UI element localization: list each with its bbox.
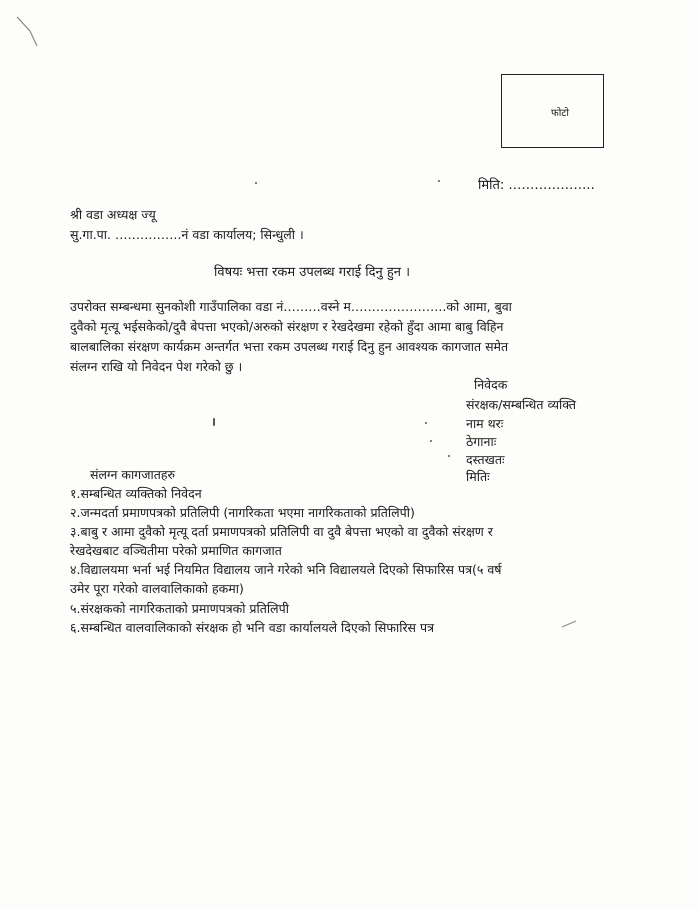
applicant-date-field: मितिः: [466, 469, 490, 484]
applicant-heading: निवेदक: [474, 377, 508, 392]
subject-line: विषयः भत्ता रकम उपलब्ध गराई दिनु हुन ।: [214, 265, 411, 280]
attachment-line: १.सम्बन्धित व्यक्तिको निवेदन: [70, 486, 202, 501]
scan-mark-top-left: [14, 14, 44, 54]
body-line: संलग्न राखि यो निवेदन पेश गरेको छु ।: [70, 359, 243, 374]
attachment-line: रेखदेखबाट वञ्चितीमा परेको प्रमाणित कागजात: [70, 543, 282, 558]
recipient-line-2: सु.गा.पा. …………….नं वडा कार्यालय; सिन्धुली ।: [70, 227, 304, 242]
attachment-line: उमेर पूरा गरेको वालवालिकाको हकमा): [70, 581, 244, 596]
scan-speck: [448, 455, 450, 457]
attachments-heading: संलग्न कागजातहरु: [90, 467, 175, 482]
applicant-signature-field: दस्तखतः: [466, 452, 505, 467]
recipient-line-1: श्री वडा अध्यक्ष ज्यू: [70, 207, 156, 222]
photo-box: [501, 74, 604, 148]
attachment-line: ३.बाबु र आमा दुवैको मृत्यू दर्ता प्रमाणपत्रको प्रतिलिपी वा दुवै बेपत्ता भएको वा दुवैको संरक्षण र: [70, 524, 493, 539]
applicant-address-field: ठेगानाः: [466, 434, 497, 449]
body-line: दुवैको मृत्यू भईसकेको/दुवै बेपत्ता भएको/अरुको संरक्षण र रेखदेखमा रहेको हुँदा आमा बाबु विहिन: [70, 319, 504, 334]
body-line: उपरोक्त सम्बन्धमा सुनकोशी गाउँपालिका वडा नं………वस्ने म…………………..को आमा, बुवा: [70, 299, 512, 314]
scan-speck: [430, 440, 432, 442]
body-line: बालबालिका संरक्षण कार्यक्रम अन्तर्गत भत्ता रकम उपलब्ध गराई दिनु हुन आवश्यक कागजात समेत: [70, 339, 509, 354]
scan-speck: [438, 180, 440, 182]
scan-speck: [255, 182, 257, 184]
attachment-line: ६.सम्बन्धित वालवालिकाको संरक्षक हो भनि वडा कार्यालयले दिएको सिफारिस पत्र: [70, 620, 434, 635]
scan-speck: [425, 422, 427, 424]
attachment-line: ४.विद्यालयमा भर्ना भई नियमित विद्यालय जाने गरेको भनि विद्यालयले दिएको सिफारिस पत्र(५ वर्ष: [70, 562, 502, 577]
applicant-name-field: नाम थरः: [466, 416, 504, 431]
date-line: मिति: ………………..: [478, 178, 595, 193]
attachment-line: ५.संरक्षकको नागरिकताको प्रमाणपत्रको प्रतिलिपी: [70, 601, 289, 616]
applicant-relation: संरक्षक/सम्बन्धित व्यक्ति: [466, 397, 577, 412]
attachment-line: २.जन्मदर्ता प्रमाणपत्रको प्रतिलिपी (नागरिकता भएमा नागरिकताको प्रतिलिपी): [70, 505, 415, 520]
scan-speck: [213, 418, 215, 426]
scan-mark-right: [560, 618, 580, 630]
photo-label: फोटो: [551, 108, 569, 119]
